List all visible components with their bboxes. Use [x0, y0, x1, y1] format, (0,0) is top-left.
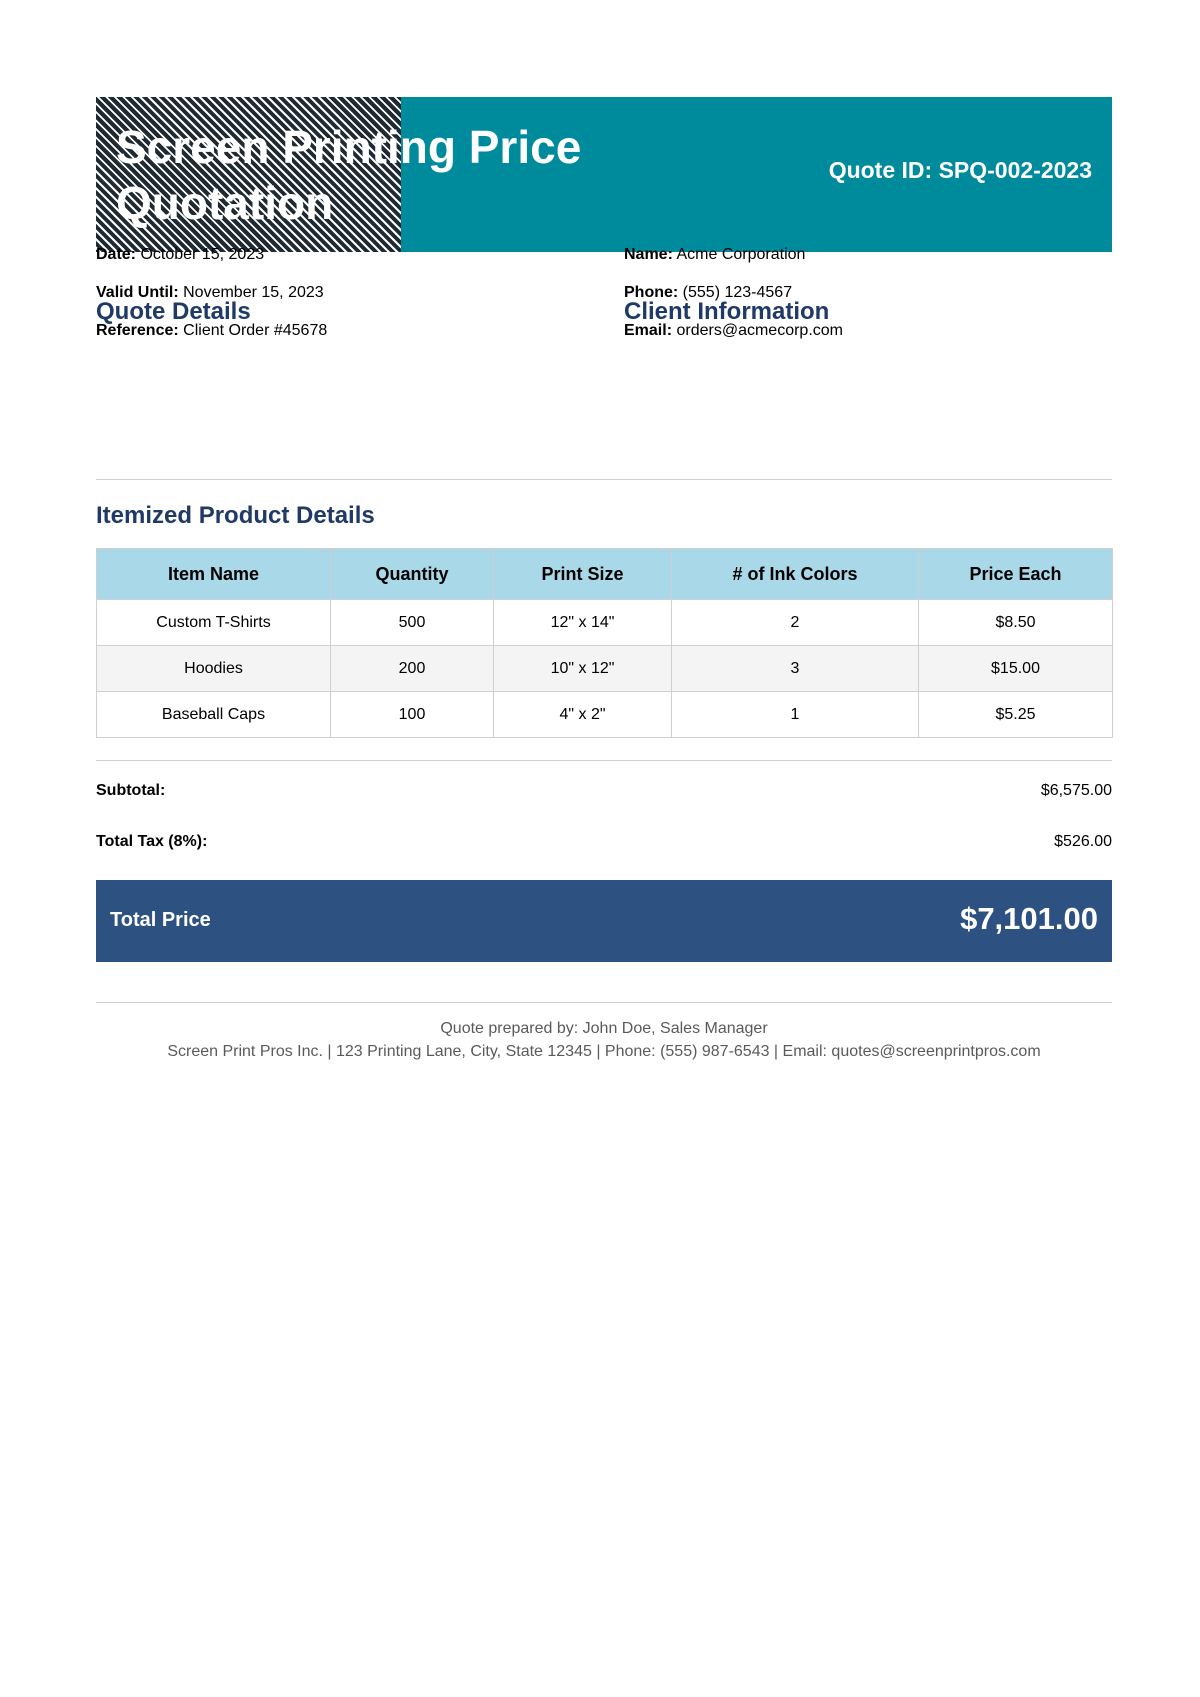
- table-cell: 10" x 12": [494, 646, 672, 692]
- client-information-title: Client Information: [624, 298, 830, 325]
- client-email-line: [624, 322, 843, 340]
- table-cell: $15.00: [919, 646, 1113, 692]
- table-cell: 12" x 14": [494, 600, 672, 646]
- total-price-value: $7,101.00: [960, 901, 1098, 936]
- table-cell: 200: [331, 646, 494, 692]
- client-phone-line: [624, 284, 792, 302]
- total-price-label: Total Price: [110, 909, 211, 931]
- table-cell: Custom T-Shirts: [97, 600, 331, 646]
- footer-divider: [96, 1002, 1112, 1003]
- total-price-bar: [96, 880, 1112, 962]
- items-table: [96, 548, 1113, 738]
- column-header: Print Size: [494, 549, 672, 600]
- client-phone-value: (555) 123-4567: [682, 284, 793, 301]
- valid-until-label: Valid Until:: [96, 284, 179, 301]
- table-header-row: [97, 549, 1113, 600]
- client-name-label: Name:: [624, 246, 673, 263]
- table-cell: $8.50: [919, 600, 1113, 646]
- tax-value: $526.00: [1054, 833, 1112, 850]
- column-header: Item Name: [97, 549, 331, 600]
- table-row: [97, 600, 1113, 646]
- client-email-value: orders@acmecorp.com: [676, 322, 843, 339]
- valid-until-line: [96, 284, 324, 302]
- client-email-label: Email:: [624, 322, 673, 339]
- subtotal-label: Subtotal:: [96, 782, 166, 799]
- footer: [96, 1018, 1112, 1064]
- table-cell: 100: [331, 692, 494, 738]
- table-cell: $5.25: [919, 692, 1113, 738]
- date-label: Date:: [96, 246, 137, 263]
- items-title: Itemized Product Details: [96, 502, 375, 529]
- column-header: # of Ink Colors: [672, 549, 919, 600]
- table-cell: 4" x 2": [494, 692, 672, 738]
- reference-value: Client Order #45678: [183, 322, 328, 339]
- subtotal-row: [96, 782, 1112, 802]
- quote-details-title: Quote Details: [96, 298, 251, 325]
- table-cell: 2: [672, 600, 919, 646]
- table-cell: 500: [331, 600, 494, 646]
- header-banner: [96, 97, 1112, 252]
- table-row: [97, 692, 1113, 738]
- tax-label: Total Tax (8%):: [96, 833, 208, 850]
- table-cell: 1: [672, 692, 919, 738]
- client-name-value: Acme Corporation: [676, 246, 806, 263]
- client-phone-label: Phone:: [624, 284, 679, 301]
- valid-until-value: November 15, 2023: [183, 284, 324, 301]
- date-value: October 15, 2023: [140, 246, 265, 263]
- company-contact-line: Screen Print Pros Inc. | 123 Printing Lane, City, State 12345 | Phone: (555) 987-6543 | Email: quotes@screenprintpros.com: [167, 1043, 1041, 1060]
- prepared-by: Quote prepared by: John Doe, Sales Manager: [440, 1020, 768, 1037]
- table-cell: Baseball Caps: [97, 692, 331, 738]
- tax-row: [96, 833, 1112, 853]
- reference-line: [96, 322, 327, 340]
- totals-divider: [96, 760, 1112, 761]
- quote-id: Quote ID: SPQ-002-2023: [828, 157, 1092, 183]
- document-title: Screen Printing Price Quotation: [116, 121, 582, 229]
- section-divider: [96, 479, 1112, 480]
- reference-label: Reference:: [96, 322, 179, 339]
- date-line: [96, 246, 264, 264]
- column-header: Quantity: [331, 549, 494, 600]
- quotation-page: [96, 97, 1112, 1064]
- column-header: Price Each: [919, 549, 1113, 600]
- subtotal-value: $6,575.00: [1040, 782, 1112, 799]
- client-name-line: [624, 246, 805, 264]
- table-cell: Hoodies: [97, 646, 331, 692]
- table-row: [97, 646, 1113, 692]
- table-cell: 3: [672, 646, 919, 692]
